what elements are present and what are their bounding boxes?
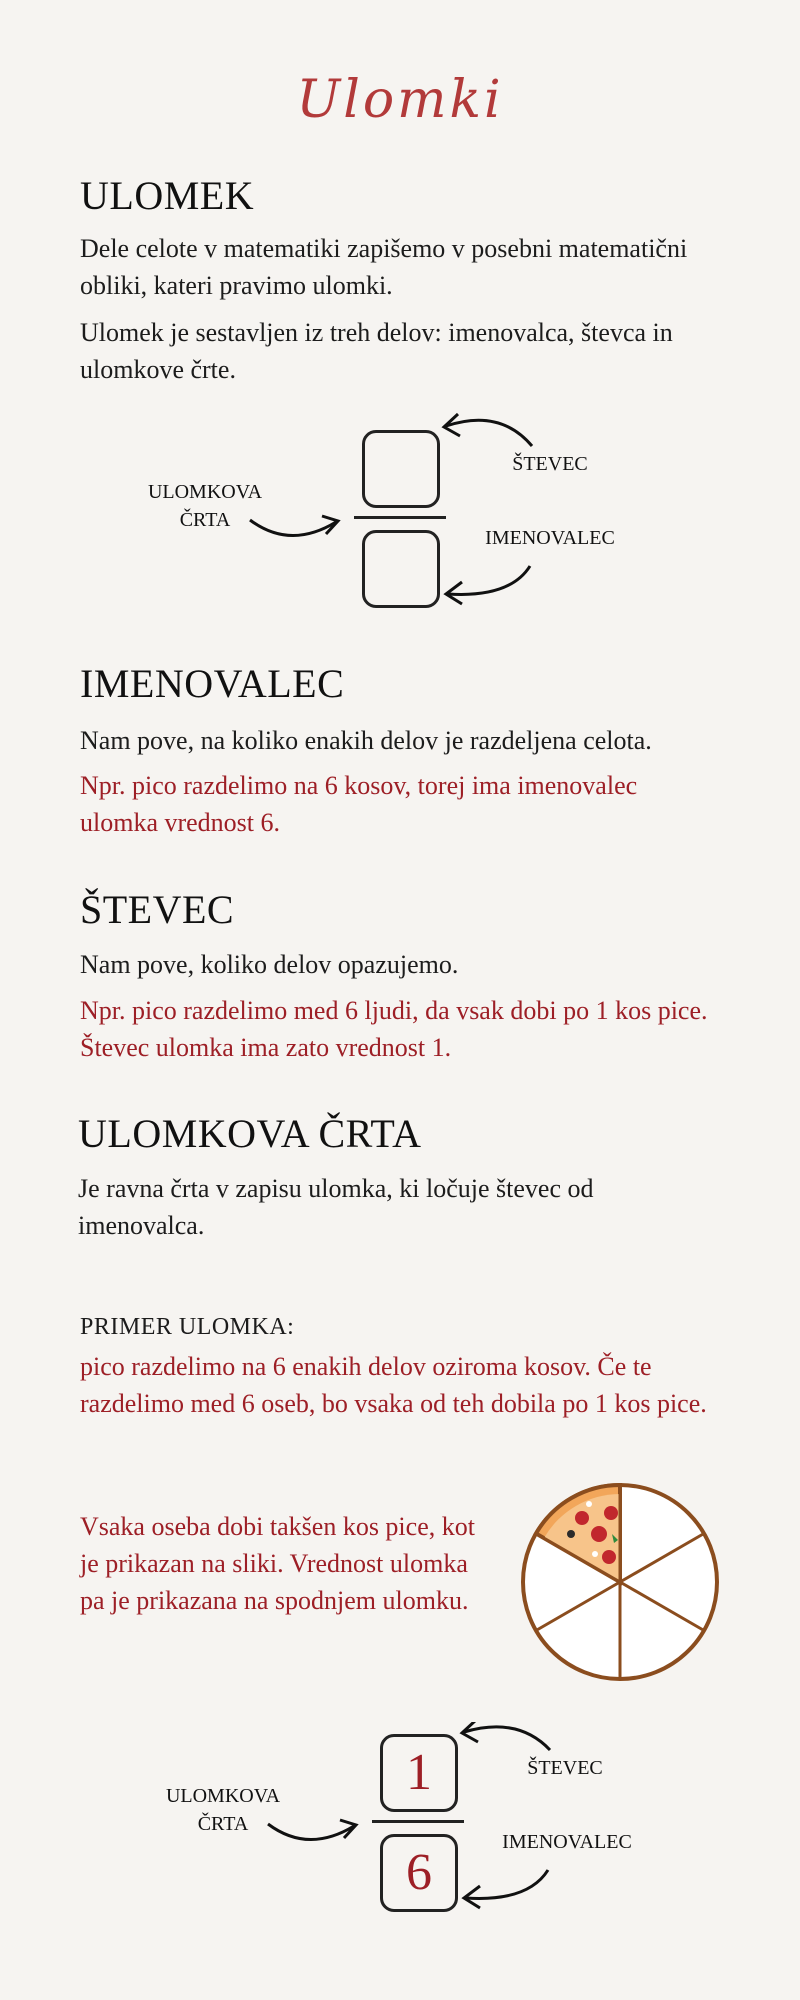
arrow-to-numerator-icon (464, 1727, 550, 1750)
imenovalec-text: Nam pove, na koliko enakih delov je razdeljena celota. (80, 726, 652, 755)
crta-text: Je ravna črta v zapisu ulomka, ki ločuje števec od imenovalca. (78, 1174, 594, 1240)
example-fraction-diagram (0, 1722, 800, 1942)
heading-stevec: ŠTEVEC (80, 887, 235, 932)
page-title: Ulomki (296, 70, 504, 130)
numerator-value: 1 (406, 1744, 432, 1801)
primer-heading: PRIMER ULOMKA: (80, 1314, 295, 1340)
primer-text: pico razdelimo na 6 enakih delov oziroma kosov. Če te razdelimo med 6 oseb, bo vsaka od teh dobila po 1 kos pice. (80, 1352, 707, 1418)
diagram-arrows (0, 400, 800, 620)
denominator-value: 6 (406, 1844, 432, 1901)
label-line-2: ČRTA (197, 1813, 249, 1835)
pizza-image (520, 1482, 720, 1682)
arrow-to-line-icon (268, 1824, 354, 1840)
heading-ulomkova-crta: ULOMKOVA ČRTA (78, 1111, 422, 1156)
label-line-1: ULOMKOVA (165, 1785, 281, 1807)
imenovalec-example: Npr. pico razdelimo na 6 kosov, torej ima imenovalec ulomka vrednost 6. (80, 771, 638, 837)
arrow-to-denominator-icon (466, 1870, 548, 1898)
arrow-to-numerator-icon (446, 420, 532, 446)
arrow-to-line-icon (250, 520, 336, 536)
stevec-text: Nam pove, koliko delov opazujemo. (80, 950, 459, 979)
heading-ulomek: ULOMEK (80, 173, 255, 218)
label-line-1: ULOMKOVA (147, 481, 263, 503)
label-imenovalec: IMENOVALEC (502, 1831, 632, 1853)
fraction-diagram (0, 400, 800, 620)
arrow-to-denominator-icon (448, 566, 530, 594)
label-imenovalec: IMENOVALEC (485, 527, 615, 549)
primer-text-2: Vsaka oseba dobi takšen kos pice, kot je prikazan na sliki. Vrednost ulomka pa je prikazana na spodnjem ulomku. (80, 1512, 475, 1615)
label-stevec: ŠTEVEC (512, 453, 588, 475)
label-line-2: ČRTA (179, 509, 231, 531)
ulomek-paragraph-2: Ulomek je sestavljen iz treh delov: imenovalca, števca in ulomkove črte. (80, 318, 673, 384)
heading-imenovalec: IMENOVALEC (80, 661, 345, 706)
label-stevec: ŠTEVEC (527, 1757, 603, 1779)
ulomek-paragraph-1: Dele celote v matematiki zapišemo v posebni matematični obliki, kateri pravimo ulomki. (80, 234, 688, 300)
diagram2-arrows (0, 1722, 800, 1942)
stevec-example: Npr. pico razdelimo med 6 ljudi, da vsak dobi po 1 kos pice. Števec ulomka ima zato vrednost 1. (80, 996, 708, 1062)
